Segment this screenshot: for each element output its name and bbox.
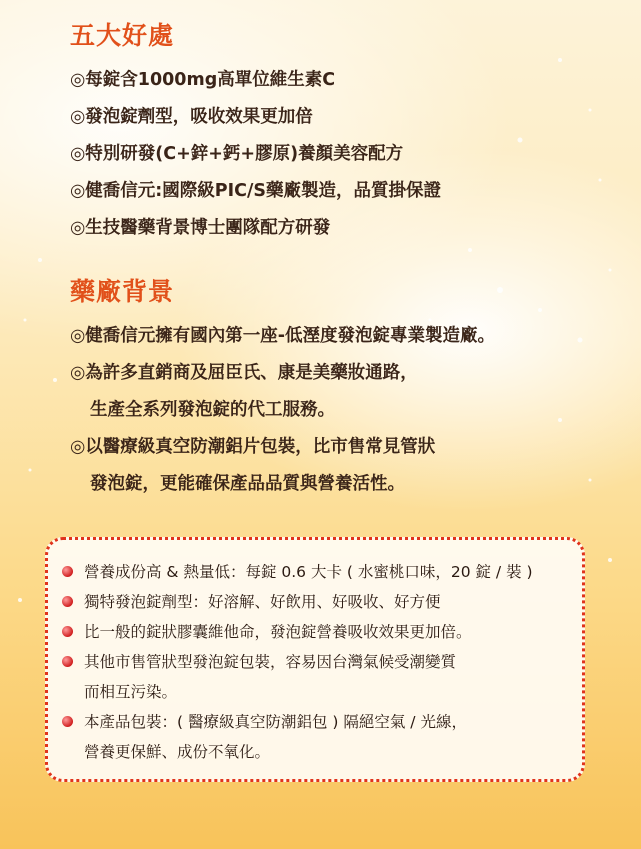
red-bullet-icon (62, 596, 73, 607)
red-bullet-icon (62, 716, 73, 727)
highlight-text: 其他市售管狀型發泡錠包裝，容易因台灣氣候受潮變質 (84, 653, 457, 671)
factory-item: ◎以醫療級真空防潮鋁片包裝，比市售常見管狀 (70, 437, 436, 457)
factory-item-continued: 發泡錠，更能確保產品品質與營養活性。 (90, 474, 405, 494)
factory-item: ◎為許多直銷商及屈臣氏、康是美藥妝通路， (70, 363, 418, 383)
highlights-list (48, 540, 582, 767)
highlight-item (62, 647, 582, 707)
highlight-item (62, 707, 582, 767)
benefit-item: ◎每錠含1000mg高單位維生素C (70, 70, 336, 90)
highlight-text: 比一般的錠狀膠囊維他命，發泡錠營養吸收效果更加倍。 (84, 623, 472, 641)
factory-background-list (70, 318, 495, 503)
highlight-text: 獨特發泡錠劑型：好溶解、好飲用、好吸收、好方便 (84, 593, 441, 611)
factory-background-section (70, 272, 495, 503)
highlight-item (62, 557, 582, 587)
five-benefits-heading: 五大好處 (70, 21, 175, 50)
factory-item-continued: 生產全系列發泡錠的代工服務。 (90, 400, 335, 420)
highlight-item (62, 617, 582, 647)
five-benefits-list (70, 62, 441, 247)
benefit-item: ◎健喬信元:國際級PIC/S藥廠製造，品質掛保證 (70, 181, 441, 201)
red-bullet-icon (62, 566, 73, 577)
highlight-text: 營養成份高 & 熱量低：每錠 0.6 大卡 ( 水蜜桃口味，20 錠 / 裝 ) (84, 563, 533, 581)
red-bullet-icon (62, 626, 73, 637)
five-benefits-section (70, 16, 441, 247)
benefit-item: ◎生技醫藥背景博士團隊配方研發 (70, 218, 331, 238)
red-bullet-icon (62, 656, 73, 667)
highlight-item (62, 587, 582, 617)
benefit-item: ◎特別研發(C+鋅+鈣+膠原)養顏美容配方 (70, 144, 404, 164)
factory-background-heading: 藥廠背景 (70, 277, 175, 306)
highlight-text: 本產品包裝：( 醫療級真空防潮鋁包 ) 隔絕空氣 / 光線， (84, 713, 467, 731)
highlight-text-continued: 而相互污染。 (84, 683, 178, 701)
highlights-box (45, 537, 585, 782)
highlight-text-continued: 營養更保鮮、成份不氧化。 (84, 743, 271, 761)
benefit-item: ◎發泡錠劑型，吸收效果更加倍 (70, 107, 313, 127)
factory-item: ◎健喬信元擁有國內第一座-低溼度發泡錠專業製造廠。 (70, 326, 496, 346)
